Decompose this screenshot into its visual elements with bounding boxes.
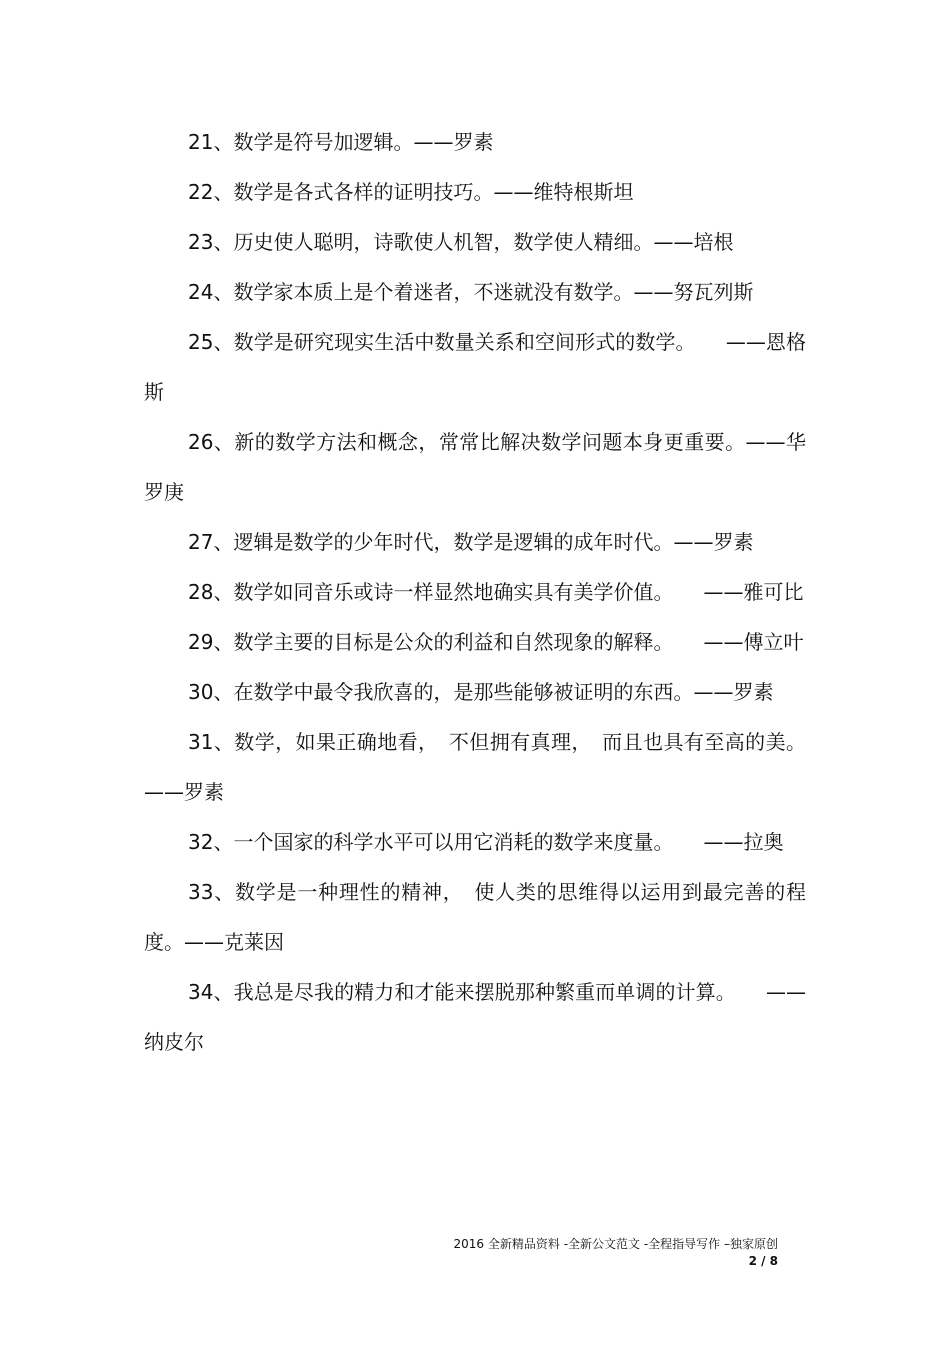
- quote-paragraph: 24、数学家本质上是个着迷者，不迷就没有数学。——努瓦列斯: [188, 280, 754, 304]
- quote-paragraph: 21、数学是符号加逻辑。——罗素: [188, 130, 494, 154]
- quote-paragraph: 29、数学主要的目标是公众的利益和自然现象的解释。 ——傅立叶: [188, 630, 804, 654]
- quote-paragraph: 33、数学是一种理性的精神， 使人类的思维得以运用到最完善的程度。——克莱因: [144, 880, 806, 954]
- quote-paragraph: 27、逻辑是数学的少年时代，数学是逻辑的成年时代。——罗素: [188, 530, 754, 554]
- quote-paragraph: 30、在数学中最令我欣喜的，是那些能够被证明的东西。——罗素: [188, 680, 774, 704]
- quote-paragraph: 31、数学，如果正确地看， 不但拥有真理， 而且也具有至高的美。——罗素: [144, 730, 806, 804]
- quote-paragraph: 25、数学是研究现实生活中数量关系和空间形式的数学。 ——恩格斯: [144, 330, 806, 404]
- quote-list: [144, 117, 806, 1067]
- quote-paragraph: 34、我总是尽我的精力和才能来摆脱那种繁重而单调的计算。 ——纳皮尔: [144, 980, 806, 1054]
- page-footer: [454, 1236, 778, 1270]
- page-number: 2 / 8: [748, 1254, 778, 1268]
- footer-tagline: 2016 全新精品资料 -全新公文范文 -全程指导写作 –独家原创: [453, 1237, 778, 1251]
- quote-paragraph: 23、历史使人聪明，诗歌使人机智，数学使人精细。——培根: [188, 230, 734, 254]
- quote-paragraph: 32、一个国家的科学水平可以用它消耗的数学来度量。 ——拉奥: [188, 830, 784, 854]
- quote-paragraph: 26、新的数学方法和概念，常常比解决数学问题本身更重要。——华罗庚: [144, 430, 806, 504]
- quote-paragraph: 28、数学如同音乐或诗一样显然地确实具有美学价值。 ——雅可比: [188, 580, 804, 604]
- quote-paragraph: 22、数学是各式各样的证明技巧。——维特根斯坦: [188, 180, 634, 204]
